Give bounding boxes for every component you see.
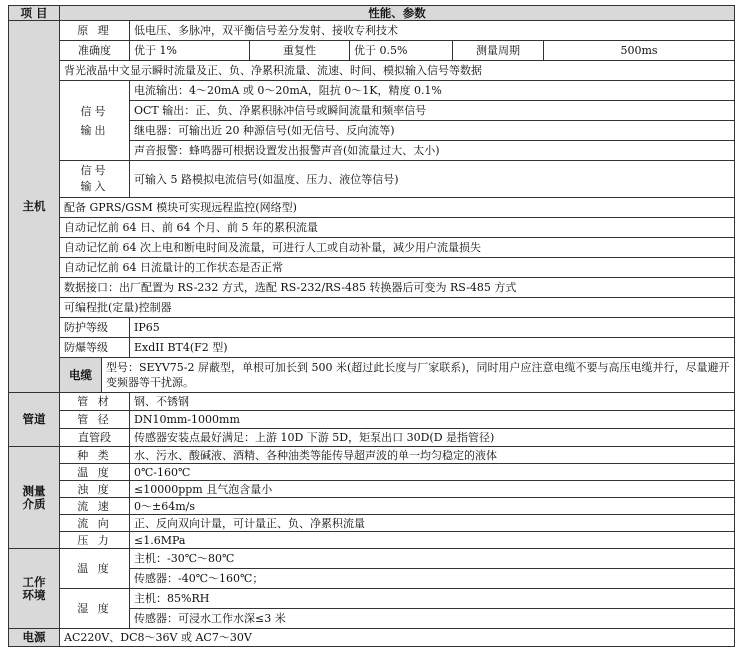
env-temp-label: 温 度: [60, 549, 130, 589]
env-humidity-sensor: 传感器：可浸水工作水深≤3 米: [130, 609, 735, 629]
env-row: [9, 589, 735, 609]
pipe-name: 管 材: [60, 393, 130, 411]
signal-output-label-1: 信号: [80, 104, 109, 118]
signal-output-label-2: 输出: [80, 123, 109, 137]
medium-name: 流 向: [60, 515, 130, 532]
env-temp-sensor: 传感器：-40℃～160℃；: [130, 569, 735, 589]
section-host: 主机: [9, 21, 60, 393]
gprs-row: [9, 198, 735, 218]
header-item: 项 目: [9, 6, 60, 21]
signal-input-label: [60, 161, 130, 198]
principle-value: 低电压、多脉冲，双平衡信号差分发射、接收专利技术: [130, 21, 735, 41]
record-2: 自动记忆前 64 次上电和断电时间及流量，可进行人工或自动补量，减少用户流量损失: [60, 238, 735, 258]
record-row: [9, 238, 735, 258]
medium-value: 水、污水、酸碱液、酒精、各种油类等能传导超声波的单一均匀稳定的液体: [130, 447, 735, 464]
medium-row: [9, 464, 735, 481]
display-value: 背光液晶中文显示瞬时流量及正、负、净累积流量、流速、时间、模拟输入信号等数据: [60, 61, 735, 81]
header-row: [9, 6, 735, 21]
medium-value: 正、反向双向计量，可计量正、负、净累积流量: [130, 515, 735, 532]
record-row: [9, 218, 735, 238]
section-medium: 测量介质: [9, 447, 60, 549]
accuracy-label: 准确度: [60, 41, 130, 61]
spec-table: [8, 5, 735, 647]
protection-label: 防护等级: [60, 318, 130, 338]
signal-input-value: 可输入 5 路模拟电流信号(如温度、压力、液位等信号): [130, 161, 735, 198]
explosion-value: ExdII BT4(F2 型): [130, 338, 735, 358]
pipe-row: [9, 411, 735, 429]
header-performance: 性能、参数: [60, 6, 735, 21]
record-3: 自动记忆前 64 日流量计的工作状态是否正常: [60, 258, 735, 278]
interface-value: 数据接口：出厂配置为 RS-232 方式，选配 RS-232/RS-485 转换器后可变为 RS-485 方式: [60, 278, 735, 298]
power-value: AC220V、DC8～36V 或 AC7～30V: [60, 629, 735, 647]
signal-output-relay: 继电器：可输出近 20 种源信号(如无信号、反向流等): [130, 121, 735, 141]
pipe-row: [9, 429, 735, 447]
env-humidity-host: 主机：85%RH: [130, 589, 735, 609]
signal-output-alarm: 声音报警：蜂鸣器可根据设置发出报警声音(如流量过大、太小): [130, 141, 735, 161]
medium-name: 压 力: [60, 532, 130, 549]
medium-name: 浊 度: [60, 481, 130, 498]
signal-input-row: [9, 161, 735, 198]
signal-input-label-2: 输入: [80, 180, 109, 193]
explosion-label: 防爆等级: [60, 338, 130, 358]
principle-label: 原 理: [60, 21, 130, 41]
env-temp-host: 主机：-30℃～80℃: [130, 549, 735, 569]
pipe-value: DN10mm-1000mm: [130, 411, 735, 429]
medium-row: [9, 515, 735, 532]
pipe-name: 直管段: [60, 429, 130, 447]
cable-row: [9, 358, 735, 393]
cable-value: 型号：SEYV75-2 屏蔽型，单根可加长到 500 米(超过此长度与厂家联系)，同时用户应注意电缆不要与高压电缆并行，尽量避开变频器等干扰源。: [102, 358, 735, 393]
pipe-value: 传感器安装点最好满足：上游 10D 下游 5D，矩泵出口 30D(D 是指管径): [130, 429, 735, 447]
medium-name: 流 速: [60, 498, 130, 515]
signal-input-label-1: 信号: [80, 164, 109, 177]
section-cable: 电缆: [60, 358, 102, 393]
power-row: [9, 629, 735, 647]
pipe-row: [9, 393, 735, 411]
medium-row: [9, 481, 735, 498]
display-row: [9, 61, 735, 81]
period-label: 测量周期: [453, 41, 544, 61]
repeatability-value: 优于 0.5%: [350, 41, 453, 61]
signal-output-current: 电流输出：4～20mA 或 0～20mA，阻抗 0～1K，精度 0.1%: [130, 81, 735, 101]
env-humidity-label: 湿 度: [60, 589, 130, 629]
period-value: 500ms: [544, 41, 735, 61]
env-row: [9, 549, 735, 569]
medium-row: [9, 447, 735, 464]
signal-output-row: [9, 81, 735, 101]
medium-value: 0～±64m/s: [130, 498, 735, 515]
protection-value: IP65: [130, 318, 735, 338]
record-1: 自动记忆前 64 日、前 64 个月、前 5 年的累积流量: [60, 218, 735, 238]
pipe-name: 管 径: [60, 411, 130, 429]
interface-row: [9, 278, 735, 298]
accuracy-value: 优于 1%: [130, 41, 250, 61]
medium-value: ≤10000ppm 且气泡含量小: [130, 481, 735, 498]
pipe-value: 钢、不锈钢: [130, 393, 735, 411]
medium-row: [9, 532, 735, 549]
section-environment: 工作环境: [9, 549, 60, 629]
principle-row: [9, 21, 735, 41]
medium-value: 0℃-160℃: [130, 464, 735, 481]
explosion-row: [9, 338, 735, 358]
medium-value: ≤1.6MPa: [130, 532, 735, 549]
signal-output-label: [60, 81, 130, 161]
medium-name: 种 类: [60, 447, 130, 464]
protection-row: [9, 318, 735, 338]
record-row: [9, 258, 735, 278]
repeatability-label: 重复性: [250, 41, 350, 61]
medium-row: [9, 498, 735, 515]
medium-name: 温 度: [60, 464, 130, 481]
section-pipe: 管道: [9, 393, 60, 447]
gprs-value: 配备 GPRS/GSM 模块可实现远程监控(网络型): [60, 198, 735, 218]
batch-value: 可编程批(定量)控制器: [60, 298, 735, 318]
accuracy-row: [9, 41, 735, 61]
batch-row: [9, 298, 735, 318]
section-power: 电源: [9, 629, 60, 647]
signal-output-oct: OCT 输出：正、负、净累积脉冲信号或瞬间流量和频率信号: [130, 101, 735, 121]
